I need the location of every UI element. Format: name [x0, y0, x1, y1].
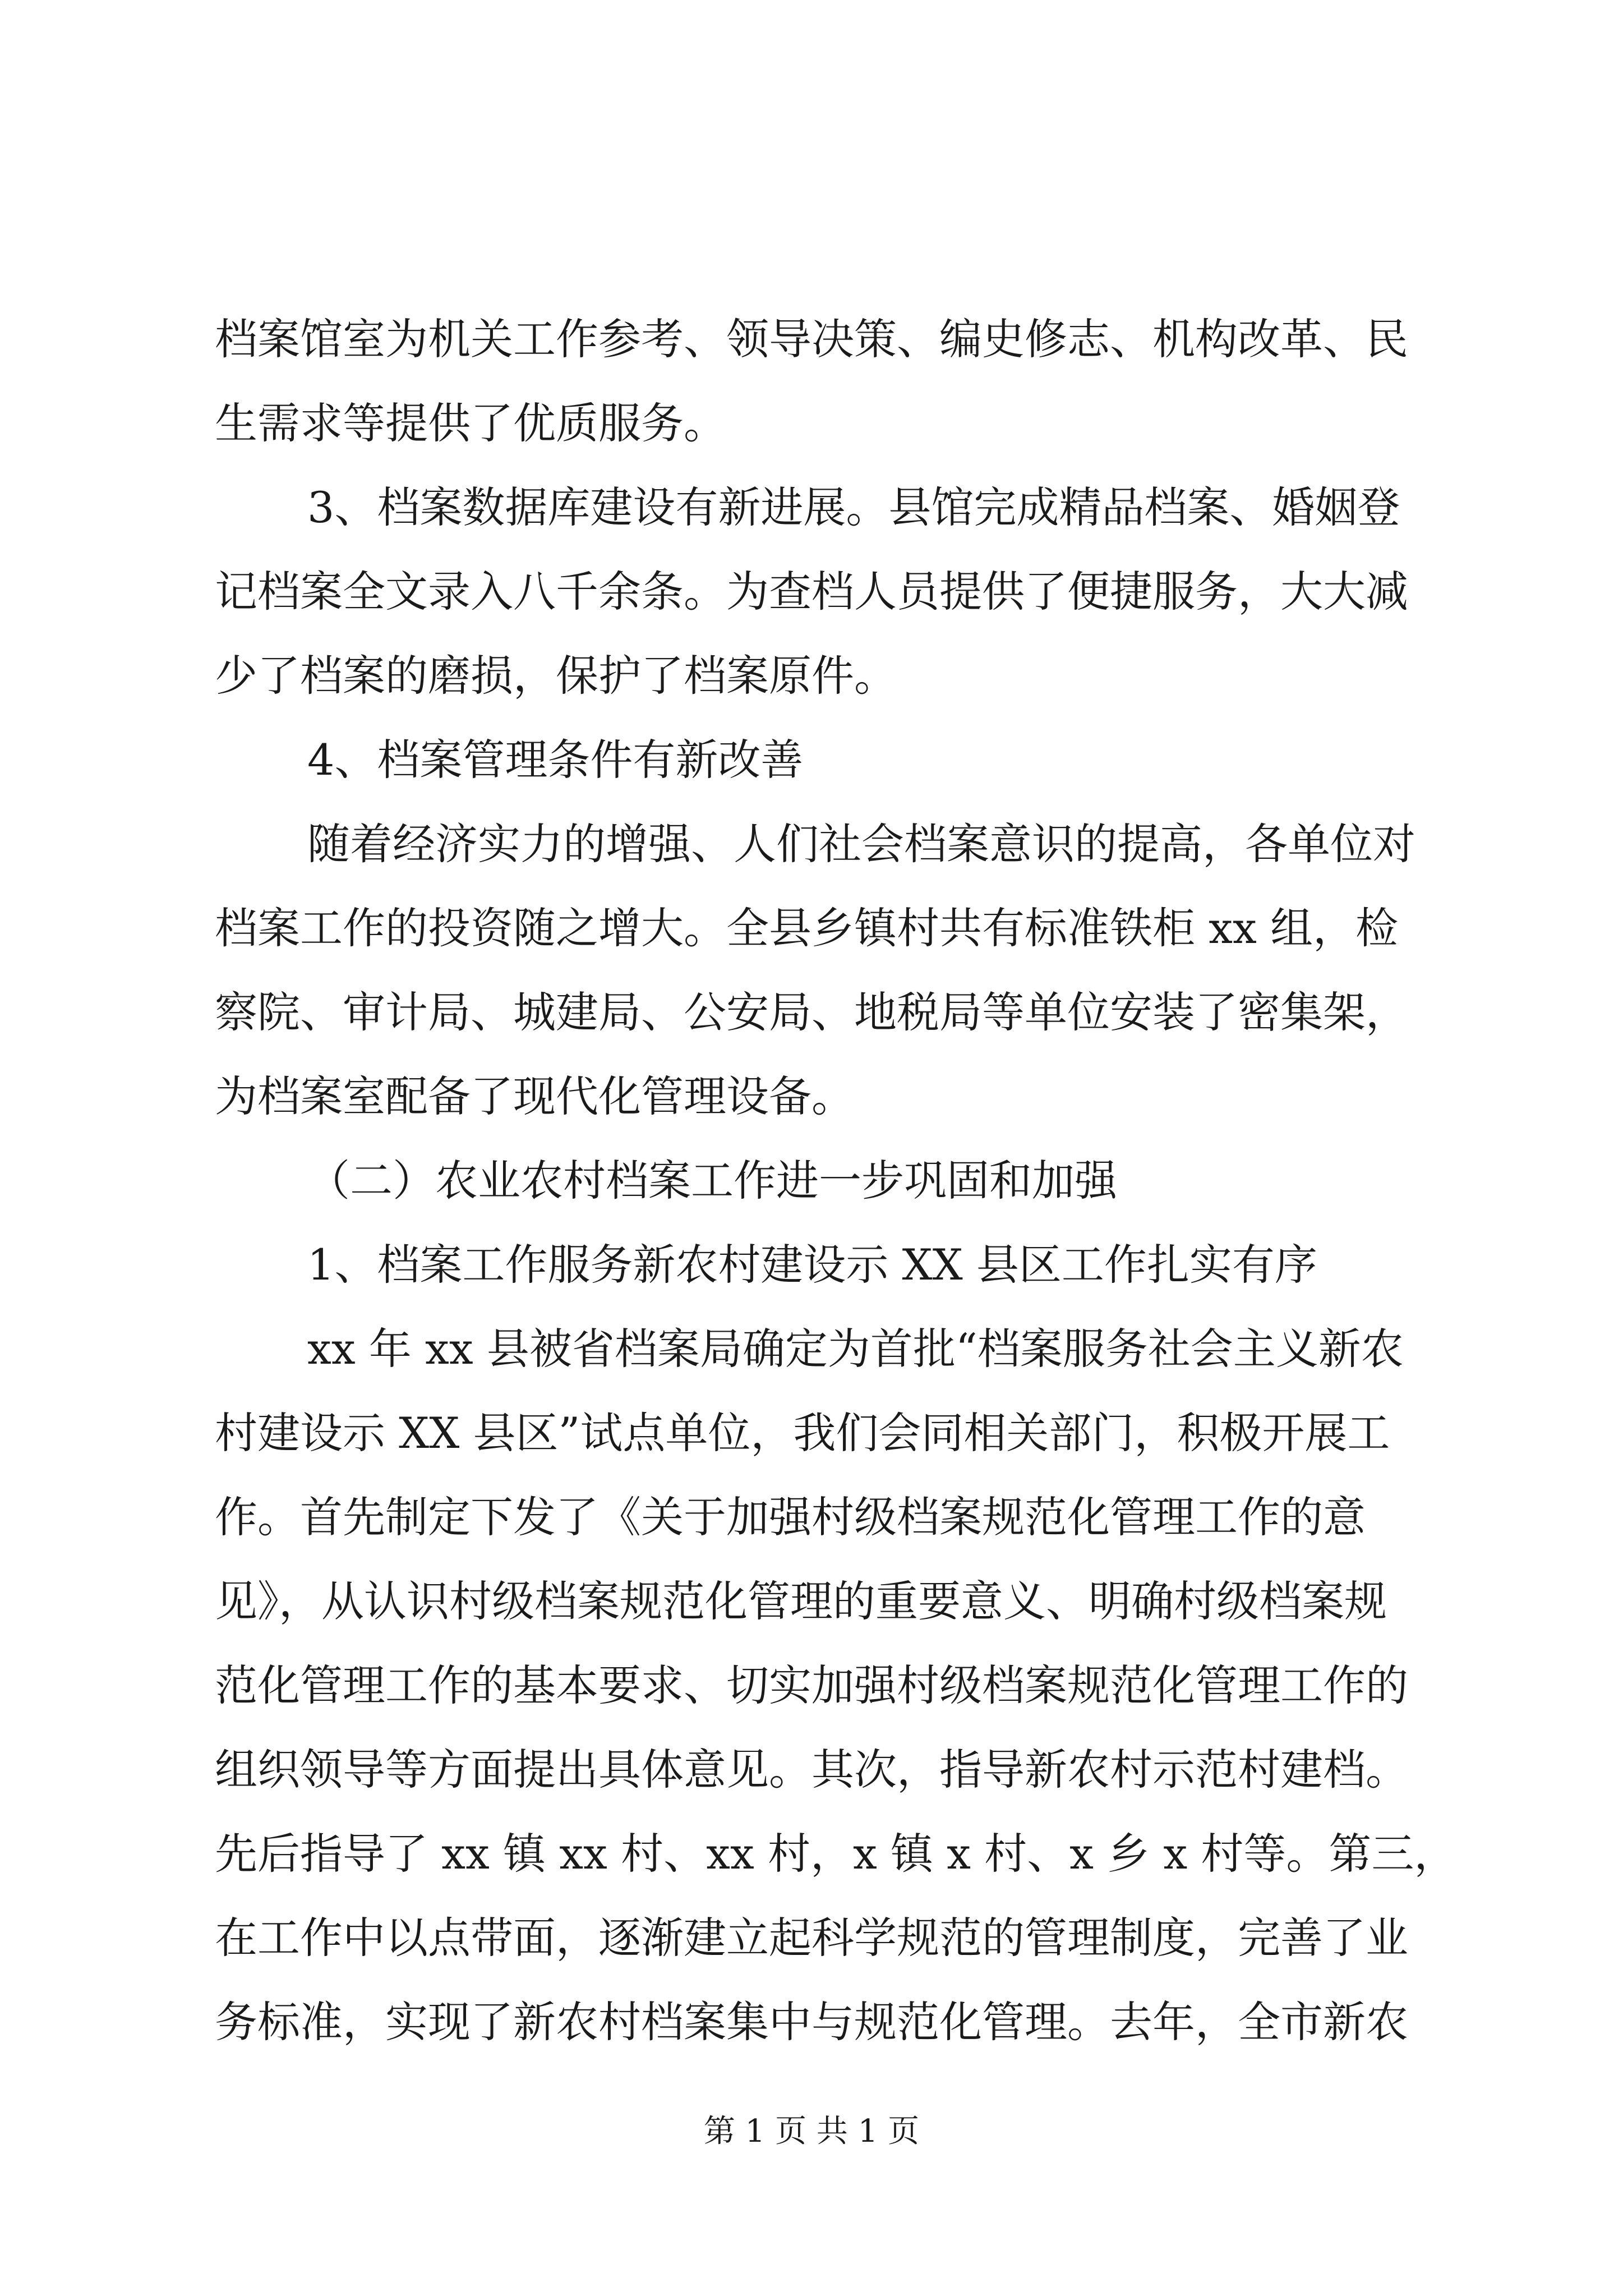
text-line: 随着经济实力的增强、人们社会档案意识的提高，各单位对	[307, 819, 1415, 869]
text-line: 村建设示 XX 县区”试点单位，我们会同相关部门，积极开展工	[215, 1408, 1390, 1458]
text-line: 记档案全文录入八千余条。为查档人员提供了便捷服务，大大减	[215, 567, 1408, 616]
text-line: 察院、审计局、城建局、公安局、地税局等单位安装了密集架，	[215, 987, 1408, 1037]
text-line: 在工作中以点带面，逐渐建立起科学规范的管理制度，完善了业	[215, 1913, 1408, 1963]
text-line: 档案工作的投资随之增大。全县乡镇村共有标准铁柜 xx 组，检	[215, 903, 1399, 953]
page-footer: 第 1 页 共 1 页	[703, 2113, 920, 2150]
text-line: 范化管理工作的基本要求、切实加强村级档案规范化管理工作的	[215, 1660, 1408, 1710]
text-line: 3、档案数据库建设有新进展。县馆完成精品档案、婚姻登	[307, 482, 1400, 532]
text-line: 组织领导等方面提出具体意见。其次，指导新农村示范村建档。	[215, 1745, 1408, 1795]
text-line: 少了档案的磨损，保护了档案原件。	[215, 651, 897, 701]
text-line: 作。首先制定下发了《关于加强村级档案规范化管理工作的意	[215, 1492, 1366, 1542]
text-line: 见》，从认识村级档案规范化管理的重要意义、明确村级档案规	[215, 1576, 1387, 1626]
text-line: 4、档案管理条件有新改善	[307, 735, 804, 785]
text-line: 先后指导了 xx 镇 xx 村、xx 村，x 镇 x 村、x 乡 x 村等。第三，	[215, 1829, 1457, 1879]
text-line: 生需求等提供了优质服务。	[215, 398, 726, 448]
section-heading: （二）农业农村档案工作进一步巩固和加强	[307, 1156, 1117, 1205]
text-line: 为档案室配备了现代化管理设备。	[215, 1071, 854, 1121]
text-line: xx 年 xx 县被省档案局确定为首批“档案服务社会主义新农	[307, 1324, 1404, 1374]
text-line: 1、档案工作服务新农村建设示 XX 县区工作扎实有序	[307, 1240, 1317, 1290]
text-line: 务标准，实现了新农村档案集中与规范化管理。去年，全市新农	[215, 1997, 1408, 2047]
text-line: 档案馆室为机关工作参考、领导决策、编史修志、机构改革、民	[215, 314, 1408, 364]
